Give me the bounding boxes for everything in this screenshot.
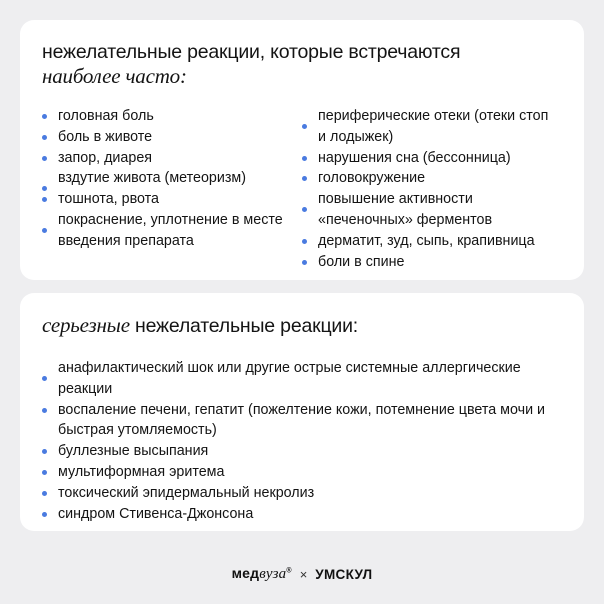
bullet-dot-icon bbox=[42, 449, 47, 454]
list-item: воспаление печени, гепатит (пожелтение кожи, потемнение цвета мочи и быстрая утомляемость) bbox=[42, 400, 562, 442]
list-item: покраснение, уплотнение в месте введения препарата bbox=[42, 210, 298, 252]
list-item: буллезные высыпания bbox=[42, 441, 562, 462]
list-item: запор, диарея bbox=[42, 148, 298, 169]
bullet-dot-icon bbox=[42, 197, 47, 202]
list-item: головокружение bbox=[302, 168, 558, 189]
umskul-logo: УМСКУЛ bbox=[315, 566, 373, 582]
bullet-dot-icon bbox=[42, 408, 47, 413]
list-item: вздутие живота (метеоризм) bbox=[42, 168, 298, 189]
list-item: синдром Стивенса-Джонсона bbox=[42, 504, 562, 525]
bullet-dot-icon bbox=[42, 470, 47, 475]
list-item: головная боль bbox=[42, 106, 298, 127]
bullet-dot-icon bbox=[42, 228, 47, 233]
bullet-dot-icon bbox=[42, 512, 47, 517]
list-item: боли в спине bbox=[302, 252, 558, 273]
list-item: периферические отеки (отеки стоп и лодыжек) bbox=[302, 106, 558, 148]
list-item: мультиформная эритема bbox=[42, 462, 562, 483]
bullet-dot-icon bbox=[302, 207, 307, 212]
list-item: дерматит, зуд, сыпь, крапивница bbox=[302, 231, 558, 252]
bullet-dot-icon bbox=[302, 156, 307, 161]
common-list-left bbox=[42, 106, 298, 252]
bullet-dot-icon bbox=[42, 376, 47, 381]
common-list-right bbox=[302, 106, 558, 272]
list-item: анафилактический шок или другие острые системные аллергические реакции bbox=[42, 358, 562, 400]
list-item: боль в животе bbox=[42, 127, 298, 148]
bullet-dot-icon bbox=[42, 156, 47, 161]
serious-reactions-card bbox=[20, 293, 584, 531]
bullet-dot-icon bbox=[42, 114, 47, 119]
title-serif-word: серьезные bbox=[42, 313, 130, 337]
bullet-dot-icon bbox=[42, 491, 47, 496]
title-rest: нежелательные реакции: bbox=[129, 315, 359, 337]
bullet-dot-icon bbox=[302, 124, 307, 129]
times-separator: × bbox=[299, 566, 308, 582]
common-reactions-card bbox=[20, 20, 584, 280]
bullet-dot-icon bbox=[302, 176, 307, 181]
title-line-2: наиболее часто: bbox=[42, 64, 187, 88]
bullet-dot-icon bbox=[302, 239, 307, 244]
title-line-1: нежелательные реакции, которые встречаются bbox=[42, 41, 461, 63]
common-reactions-title bbox=[42, 40, 562, 88]
footer-logos bbox=[0, 565, 604, 583]
list-item: токсический эпидермальный некролиз bbox=[42, 483, 562, 504]
meduza-logo: медвуза® bbox=[231, 565, 292, 582]
list-item: повышение активности «печеночных» ферментов bbox=[302, 189, 558, 231]
serious-reactions-title bbox=[42, 313, 562, 338]
list-item: тошнота, рвота bbox=[42, 189, 298, 210]
bullet-dot-icon bbox=[42, 135, 47, 140]
serious-list bbox=[42, 358, 562, 524]
bullet-dot-icon bbox=[302, 260, 307, 265]
list-item: нарушения сна (бессонница) bbox=[302, 148, 558, 169]
